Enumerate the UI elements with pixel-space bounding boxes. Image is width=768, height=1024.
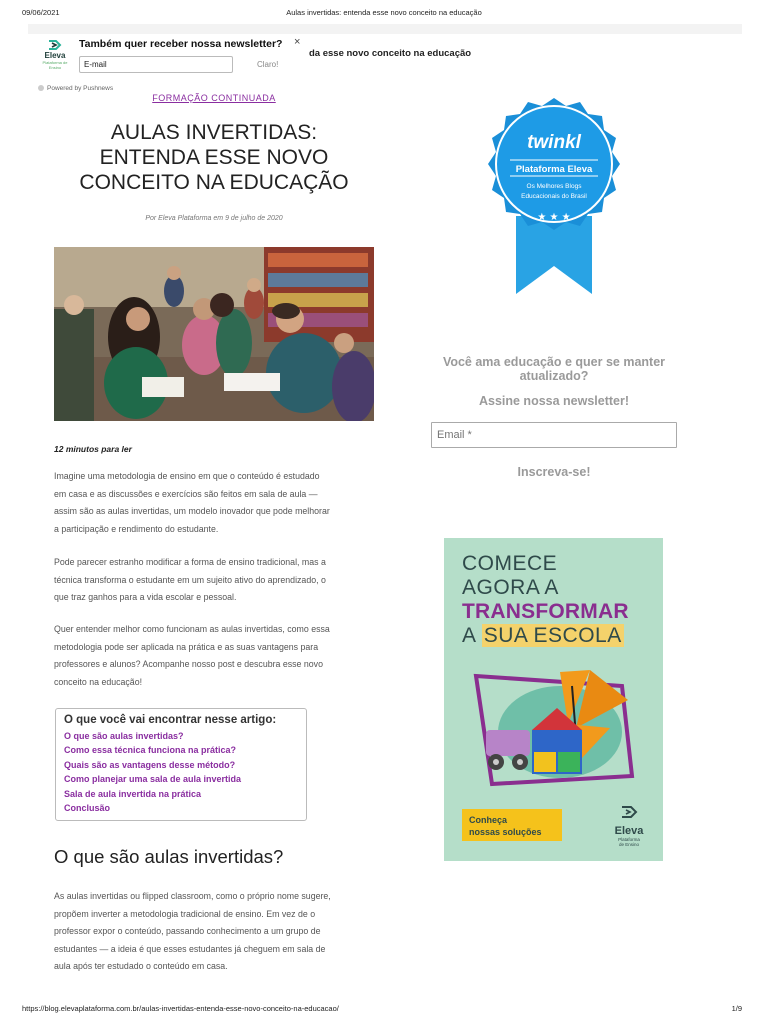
paragraph-line: que traz ganhos para a vida escolar e pessoal. bbox=[54, 592, 237, 602]
toc-link[interactable]: Conclusão bbox=[64, 803, 111, 814]
toc-link[interactable]: Como planejar uma sala de aula invertida bbox=[64, 774, 242, 785]
ad-line: AGORA A bbox=[462, 576, 559, 599]
paragraph-line: professor expor o conteúdo, passando conhecimento a um grupo de bbox=[54, 926, 321, 936]
header-post-title[interactable]: da esse novo conceito na educação bbox=[309, 48, 472, 59]
powered-by-text: Powered by Pushnews bbox=[47, 85, 114, 92]
table-of-contents bbox=[55, 708, 307, 821]
popup-submit-button[interactable]: Claro! bbox=[257, 60, 279, 69]
ad-eleva-logo bbox=[610, 804, 648, 847]
powered-by[interactable] bbox=[38, 85, 113, 92]
page-title bbox=[54, 120, 374, 195]
ad-logo-word: Eleva bbox=[614, 825, 644, 837]
eleva-logo-sub: Plataforma de Ensino bbox=[42, 60, 68, 70]
byline: Por Eleva Plataforma em 9 de julho de 2020 bbox=[145, 215, 283, 222]
ad-logo-sub: de Ensino bbox=[618, 842, 639, 847]
section-heading: O que são aulas invertidas? bbox=[54, 846, 284, 867]
ad-cta-line: nossas soluções bbox=[469, 827, 542, 837]
ad-line: COMECE bbox=[462, 552, 558, 575]
newsletter-title: Você ama educação e quer se manter atualizado? bbox=[442, 355, 666, 383]
ad-cta-line: Conheça bbox=[469, 815, 508, 825]
paragraph-line: As aulas invertidas ou flipped classroom, como o próprio nome sugere, bbox=[54, 891, 331, 901]
twinkl-award-badge[interactable] bbox=[474, 96, 634, 296]
ad-line bbox=[462, 624, 624, 648]
read-time: 12 minutos para ler bbox=[54, 444, 132, 454]
badge-line: Educacionais do Brasil bbox=[521, 193, 587, 200]
badge-name: Plataforma Eleva bbox=[515, 164, 593, 175]
ad-line-highlight: TRANSFORMAR bbox=[462, 600, 629, 623]
svg-text:★ ★ ★: ★ ★ ★ bbox=[537, 212, 571, 223]
eleva-logo-word: Eleva bbox=[44, 51, 66, 60]
paragraph-line: Imagine uma metodologia de ensino em que o conteúdo é estudado bbox=[54, 471, 320, 481]
paragraph-line: conceito na educação! bbox=[54, 676, 143, 687]
eleva-logo-icon bbox=[47, 38, 63, 50]
paragraph-line: professores e alunos? Acompanhe nosso post e descubra esse novo bbox=[54, 659, 323, 669]
eleva-ad-banner[interactable] bbox=[444, 538, 663, 861]
eleva-logo bbox=[40, 38, 70, 70]
toc-link[interactable]: Como essa técnica funciona na prática? bbox=[64, 745, 237, 756]
paragraph-line: Quer entender melhor como funcionam as aulas invertidas, como essa bbox=[54, 624, 330, 634]
print-date: 09/06/2021 bbox=[22, 8, 60, 17]
eleva-logo-icon bbox=[619, 804, 639, 820]
category-link[interactable]: FORMAÇÃO CONTINUADA bbox=[152, 93, 276, 103]
popup-email-input[interactable] bbox=[79, 56, 233, 73]
toc-link[interactable]: Quais são as vantagens desse método? bbox=[64, 759, 236, 770]
popup-title: Também quer receber nossa newsletter? bbox=[79, 38, 283, 50]
print-url: https://blog.elevaplataforma.com.br/aulas-invertidas-entenda-esse-novo-conceito-na-educacao/ bbox=[22, 1004, 339, 1013]
toc-heading: O que você vai encontrar nesse artigo: bbox=[64, 714, 277, 726]
ad-line-part: A bbox=[462, 624, 482, 647]
paragraph-line: em casa e as discussões e exercícios são feitos em sala de aula — bbox=[54, 488, 318, 499]
site-top-bar bbox=[28, 24, 742, 34]
print-page-title: Aulas invertidas: entenda esse novo conceito na educação bbox=[286, 8, 482, 17]
intro-paragraph bbox=[54, 468, 372, 538]
newsletter-subtitle: Assine nossa newsletter! bbox=[478, 394, 630, 408]
toc-link[interactable]: O que são aulas invertidas? bbox=[64, 731, 184, 741]
second-paragraph bbox=[54, 554, 372, 607]
close-icon[interactable]: × bbox=[294, 36, 301, 48]
print-page-number: 1/9 bbox=[731, 1004, 742, 1013]
paragraph-line: Pode parecer estranho modificar a forma de ensino tradicional, mas a bbox=[54, 557, 326, 567]
title-line: AULAS INVERTIDAS: bbox=[110, 121, 318, 144]
paragraph-line: estudantes — a ideia é que esses estudantes já cheguem em sala de bbox=[54, 943, 326, 954]
paragraph-line: assim são as aulas invertidas, um modelo inovador que pode melhorar bbox=[54, 506, 330, 516]
paragraph-line: metodologia pode ser aplicada na prática e as suas vantagens para bbox=[54, 641, 319, 652]
paragraph-line: aula após ter estudado o conteúdo em casa. bbox=[54, 961, 228, 971]
pushnews-icon bbox=[38, 85, 44, 91]
title-line: ENTENDA ESSE NOVO bbox=[99, 146, 329, 169]
ad-cta-button[interactable] bbox=[462, 809, 562, 841]
paragraph-line: propõem inverter a metodologia tradicional de ensino. Em vez de o bbox=[54, 908, 316, 919]
badge-brand: twinkl bbox=[527, 132, 581, 153]
title-line: CONCEITO NA EDUCAÇÃO bbox=[79, 171, 349, 194]
ad-illustration bbox=[472, 666, 642, 794]
section-paragraph bbox=[54, 888, 372, 976]
ad-logo-sub: Plataforma bbox=[618, 837, 640, 842]
paragraph-line: técnica transforma o estudante em um sujeito ativo do aprendizado, o bbox=[54, 574, 326, 585]
third-paragraph bbox=[54, 621, 372, 691]
paragraph-line: a participação e rendimento do estudante. bbox=[54, 523, 219, 534]
toc-link[interactable]: Sala de aula invertida na prática bbox=[64, 788, 202, 799]
newsletter-email-input[interactable] bbox=[431, 422, 677, 448]
subscribe-button[interactable]: Inscreva-se! bbox=[517, 465, 591, 479]
badge-line: Os Melhores Blogs bbox=[526, 183, 582, 190]
ad-line-marked: SUA ESCOLA bbox=[483, 624, 622, 647]
hero-photo-students bbox=[54, 247, 374, 421]
